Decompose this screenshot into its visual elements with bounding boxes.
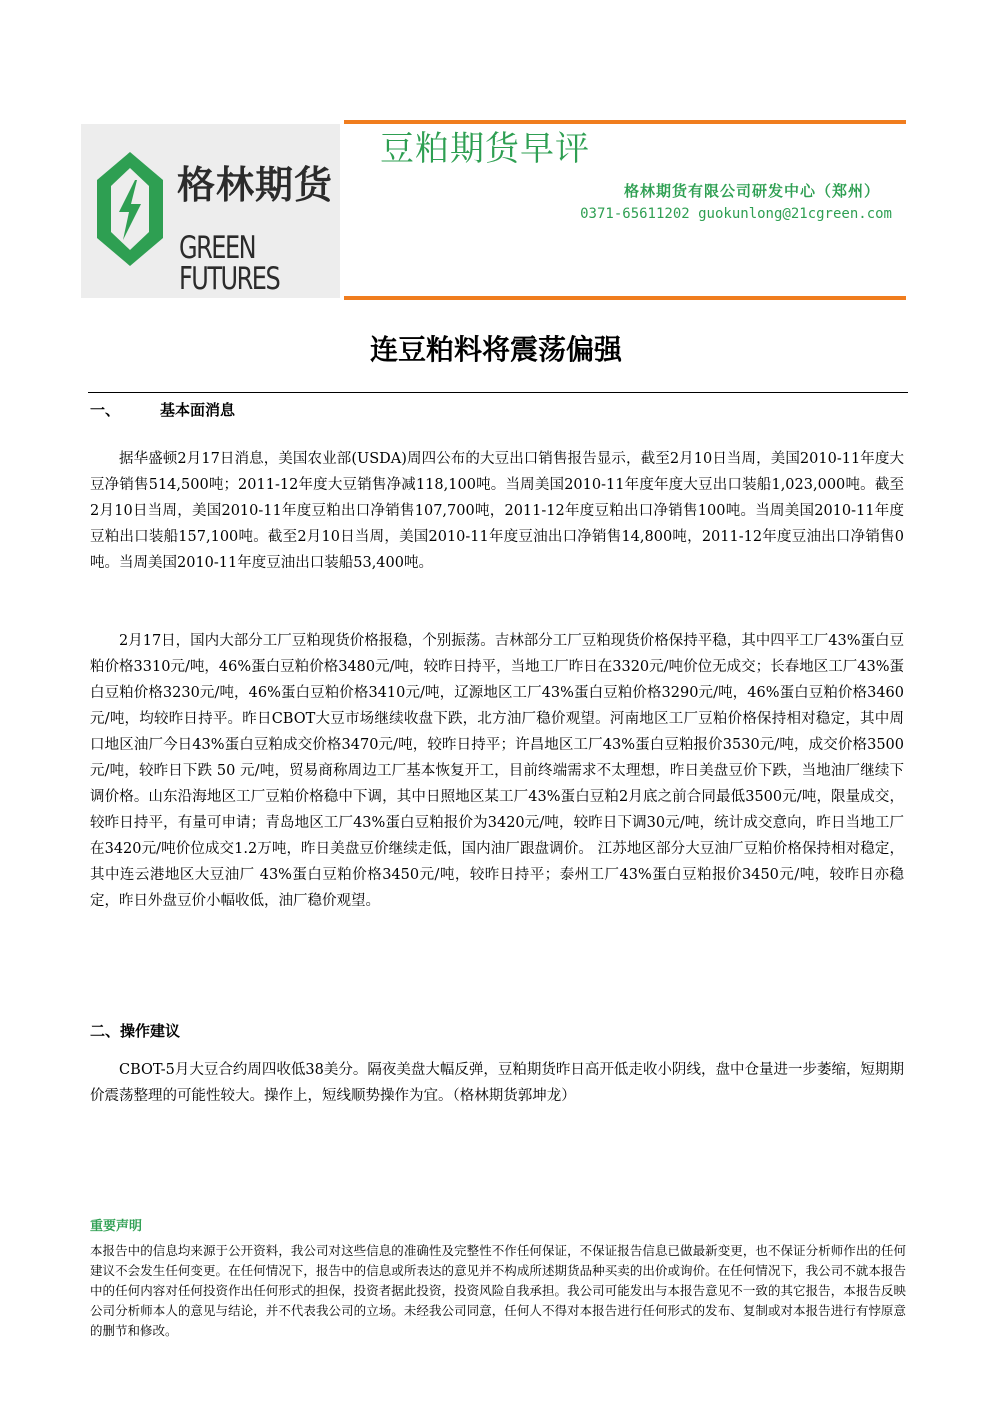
contact-info: 0371-65611202 guokunlong@21cgreen.com bbox=[580, 206, 892, 222]
report-title: 豆粕期货早评 bbox=[380, 129, 590, 169]
section-2-paragraph: CBOT-5月大豆合约周四收低38美分。隔夜美盘大幅反弹，豆粕期货昨日高开低走收小阴线，盘中仓量进一步萎缩，短期期价震荡整理的可能性较大。操作上，短线顺势操作为宜。（格林期货郭坤龙） bbox=[90, 1062, 904, 1104]
section-1-paragraph-2: 2月17日，国内大部分工厂豆粕现货价格报稳，个别振荡。吉林部分工厂豆粕现货价格保持平稳，其中四平工厂43%蛋白豆粕价格3310元/吨，46%蛋白豆粕价格3480元/吨，较昨日持平，当地工厂昨日在3320元/吨价位无成交；长春地区工厂43%蛋白豆粕价格3230元/吨，46%蛋白豆粕价格3410元/吨，辽源地区工厂43%蛋白豆粕价格3290元/吨，46%蛋白豆粕价格3460元/吨，均较昨日持平。昨日CBOT大豆市场继续收盘下跌，北方油厂稳价观望。河南地区工厂豆粕价格保持相对稳定，其中周口地区油厂今日43%蛋白豆粕成交价格3470元/吨，较昨日持平；许昌地区工厂43%蛋白豆粕报价3530元/吨，成交价格3500元/吨，较昨日下跌 50 元/吨，贸易商称周边工厂基本恢复开工，目前终端需求不太理想，昨日美盘豆价下跌，当地油厂继续下调价格。山东沿海地区工厂豆粕价格稳中下调，其中日照地区某工厂43%蛋白豆粕2月底之前合同最低3500元/吨，限量成交，较昨日持平，有量可申请；青岛地区工厂43%蛋白豆粕报价为3420元/吨，较昨日下调30元/吨，统计成交意向，昨日当地工厂在3420元/吨价位成交1.2万吨，昨日美盘豆价继续走低，国内油厂跟盘调价。 江苏地区部分大豆油厂豆粕价格保持相对稳定，其中连云港地区大豆油厂 43%蛋白豆粕价格3450元/吨，较昨日持平；泰州工厂43%蛋白豆粕报价3450元/吨，较昨日亦稳定，昨日外盘豆价小幅收低，油厂稳价观望。 bbox=[90, 633, 904, 909]
header-top-divider bbox=[344, 120, 906, 124]
disclaimer-title: 重要声明 bbox=[90, 1219, 143, 1234]
company-name: 格林期货有限公司研发中心（郑州） bbox=[623, 182, 880, 200]
section-1-title: 基本面消息 bbox=[160, 401, 236, 419]
title-rule bbox=[88, 392, 908, 393]
section-2-title: 二、操作建议 bbox=[90, 1022, 181, 1040]
logo-chinese-name: 格林期货 bbox=[177, 163, 334, 207]
logo-english-name: GREEN FUTURES bbox=[179, 229, 280, 297]
header-bottom-divider bbox=[344, 296, 906, 300]
disclaimer-text: 本报告中的信息均来源于公开资料，我公司对这些信息的准确性及完整性不作任何保证，不保证报告信息已做最新变更，也不保证分析师作出的任何建议不会发生任何变更。在任何情况下，报告中的信息或所表达的意见并不构成所述期货品种买卖的出价或询价。在任何情况下，我公司不就本报告中的任何内容对任何投资作出任何形式的担保，投资者据此投资，投资风险自我承担。我公司可能发出与本报告意见不一致的其它报告，本报告反映公司分析师本人的意见与结论，并不代表我公司的立场。未经我公司同意，任何人不得对本报告进行任何形式的发布、复制或对本报告进行有悖原意的删节和修改。 bbox=[90, 1243, 906, 1338]
green-futures-logo-icon bbox=[95, 150, 165, 268]
section-1-paragraph-1: 据华盛顿2月17日消息，美国农业部(USDA)周四公布的大豆出口销售报告显示，截至2月10日当周，美国2010-11年度大豆净销售514,500吨；2011-12年度大豆销售净减118,100吨。当周美国2010-11年度年度大豆出口装船1,023,000吨。截至2月10日当周，美国2010-11年度豆粕出口净销售107,700吨，2011-12年度豆粕出口净销售100吨。当周美国2010-11年度豆粕出口装船157,100吨。截至2月10日当周，美国2010-11年度豆油出口净销售14,800吨，2011-12年度豆油出口净销售0吨。当周美国2010-11年度豆油出口装船53,400吨。 bbox=[90, 451, 904, 571]
section-1-number: 一、 bbox=[90, 401, 121, 419]
page-title: 连豆粕料将震荡偏强 bbox=[369, 333, 622, 366]
company-logo bbox=[81, 124, 340, 298]
